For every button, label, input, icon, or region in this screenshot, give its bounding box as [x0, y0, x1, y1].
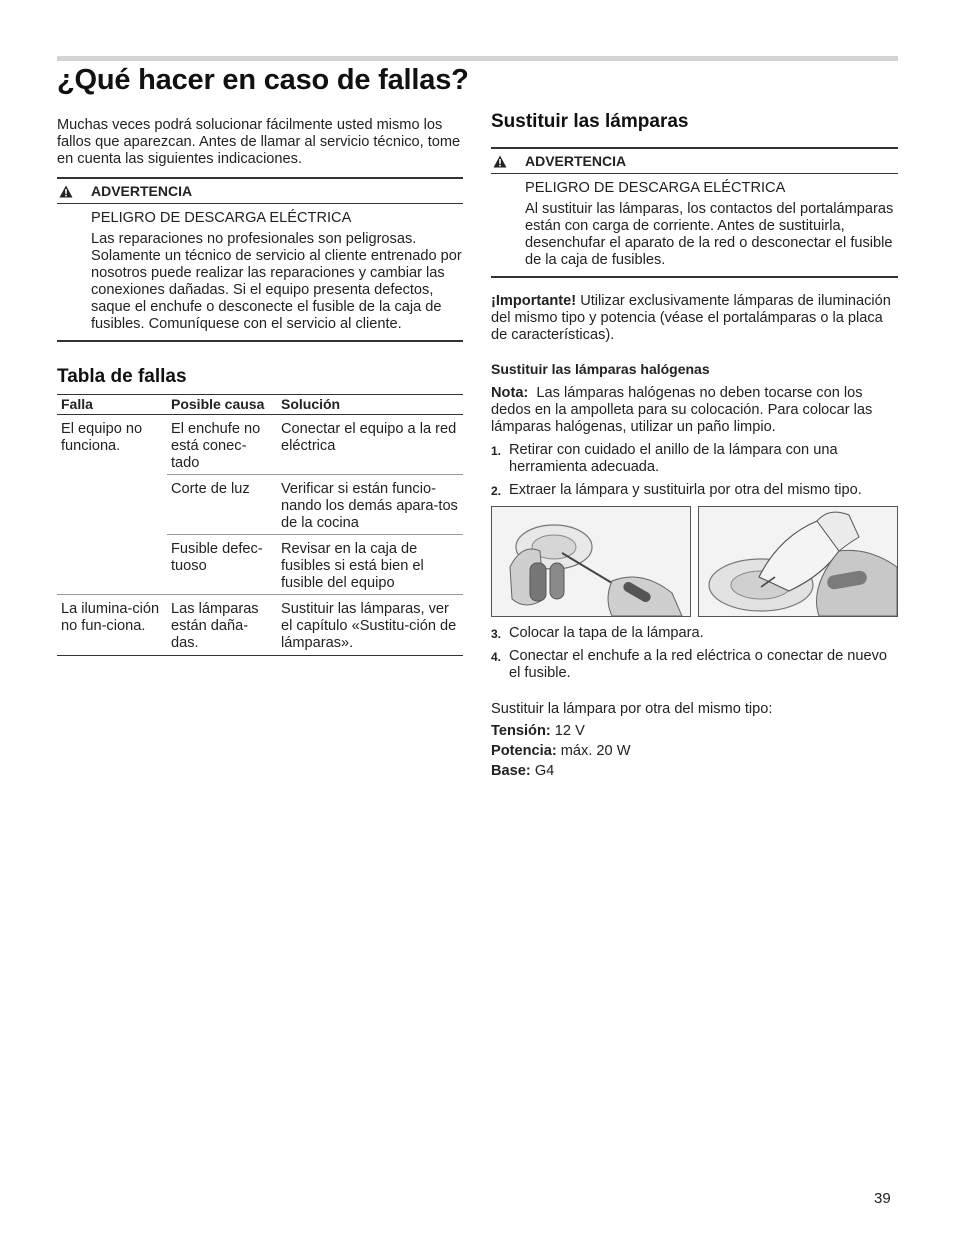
step-text: Extraer la lámpara y sustituirla por otra del mismo tipo. [509, 482, 862, 498]
warning-box-lamps [491, 147, 898, 278]
note-text: Las lámparas halógenas no deben tocarse con los dedos en la ampolleta para su colocación. Para colocar las lámparas halógenas, utilizar un paño limpio. [491, 385, 873, 435]
step-number: 4. [491, 650, 502, 664]
step-number: 1. [491, 444, 502, 458]
remove-ring-illustration-icon [492, 507, 690, 616]
warning-heading: PELIGRO DE DESCARGA ELÉCTRICA [91, 210, 352, 226]
warning-label: ADVERTENCIA [525, 153, 627, 169]
page-title: ¿Qué hacer en caso de fallas? [57, 64, 469, 96]
fault-table [57, 394, 463, 656]
list-item [491, 442, 898, 476]
top-rule [57, 56, 898, 61]
cause-cell: Las lámparas están daña-das. [167, 595, 277, 656]
warning-header [491, 149, 898, 174]
solution-cell: Revisar en la caja de fusibles si está bien el fusible del equipo [277, 535, 463, 595]
left-column [57, 117, 463, 656]
step-text: Colocar la tapa de la lámpara. [509, 625, 704, 641]
cause-cell: El enchufe no está conec-tado [167, 415, 277, 475]
illustration-replace-lamp [698, 506, 898, 617]
lamp-specs [491, 721, 898, 781]
solution-cell: Sustituir las lámparas, ver el capítulo «Sustitu-ción de lámparas». [277, 595, 463, 656]
step-number: 2. [491, 484, 502, 498]
table-row [57, 415, 463, 475]
important-label: ¡Importante! [491, 293, 577, 309]
lamp-section-title: Sustituir las lámparas [491, 111, 689, 132]
fault-table-title: Tabla de fallas [57, 366, 187, 387]
spec-power [491, 741, 898, 761]
important-paragraph [491, 293, 898, 344]
warning-body [57, 204, 463, 340]
illustrations [491, 506, 898, 617]
replace-intro: Sustituir la lámpara por otra del mismo tipo: [491, 701, 773, 717]
fault-cell: El equipo no funciona. [57, 415, 167, 595]
list-item [491, 625, 898, 642]
spec-label: Base: [491, 763, 531, 779]
note-label: Nota: [491, 385, 529, 401]
note-paragraph [491, 385, 898, 436]
steps-list-b [491, 625, 898, 682]
warning-box-repairs [57, 177, 463, 342]
warning-text: Al sustituir las lámparas, los contactos del portalámparas están con carga de corriente. Antes de sustituirla, desenchufar el aparato de la red o desconectar el fusible de la caja de fusibles. [525, 201, 894, 268]
cause-cell: Corte de luz [167, 475, 277, 535]
steps-list-a [491, 442, 898, 499]
halogen-title: Sustituir las lámparas halógenas [491, 361, 710, 377]
list-item [491, 648, 898, 682]
right-column [491, 113, 898, 781]
solution-cell: Conectar el equipo a la red eléctrica [277, 415, 463, 475]
spec-value: 12 V [554, 723, 585, 739]
warning-text: Las reparaciones no profesionales son peligrosas. Solamente un técnico de servicio al cliente entrenado por nosotros puede realizar las reparaciones y cambiar las conexiones dañadas. Si el equipo presenta defectos, saque el enchufe o desconecte el fusible de la caja de fusibles. Comuníquese con el servicio al cliente. [91, 231, 462, 332]
spec-value: máx. 20 W [560, 743, 631, 759]
cause-cell: Fusible defec-tuoso [167, 535, 277, 595]
list-item [491, 482, 898, 499]
table-row [57, 595, 463, 656]
solution-cell: Verificar si están funcio-nando los demás apara-tos de la cocina [277, 475, 463, 535]
spec-label: Tensión: [491, 723, 551, 739]
spec-base [491, 761, 898, 781]
intro-paragraph: Muchas veces podrá solucionar fácilmente usted mismo los fallos que aparezcan. Antes de llamar al servicio técnico, tome en cuenta las siguientes indicaciones. [57, 117, 461, 167]
warning-triangle-icon [493, 155, 507, 168]
warning-body [491, 174, 898, 276]
spec-voltage [491, 721, 898, 741]
spec-label: Potencia: [491, 743, 557, 759]
step-text: Conectar el enchufe a la red eléctrica o conectar de nuevo el fusible. [509, 648, 888, 681]
warning-header [57, 179, 463, 204]
header-solucion: Solución [277, 395, 463, 415]
warning-triangle-icon [59, 185, 73, 198]
header-posible-causa: Posible causa [167, 395, 277, 415]
illustration-remove-ring [491, 506, 691, 617]
step-text: Retirar con cuidado el anillo de la lámpara con una herramienta adecuada. [509, 442, 838, 475]
table-header-row [57, 395, 463, 415]
page-number: 39 [874, 1190, 891, 1207]
warning-label: ADVERTENCIA [91, 183, 193, 199]
fault-cell: La ilumina-ción no fun-ciona. [57, 595, 167, 656]
step-number: 3. [491, 627, 502, 641]
spec-value: G4 [534, 763, 555, 779]
replace-lamp-illustration-icon [699, 507, 897, 616]
warning-heading: PELIGRO DE DESCARGA ELÉCTRICA [525, 180, 786, 196]
important-text: Utilizar exclusivamente lámparas de iluminación del mismo tipo y potencia (véase el portalámparas o la placa de características). [491, 293, 891, 343]
header-falla: Falla [57, 395, 167, 415]
